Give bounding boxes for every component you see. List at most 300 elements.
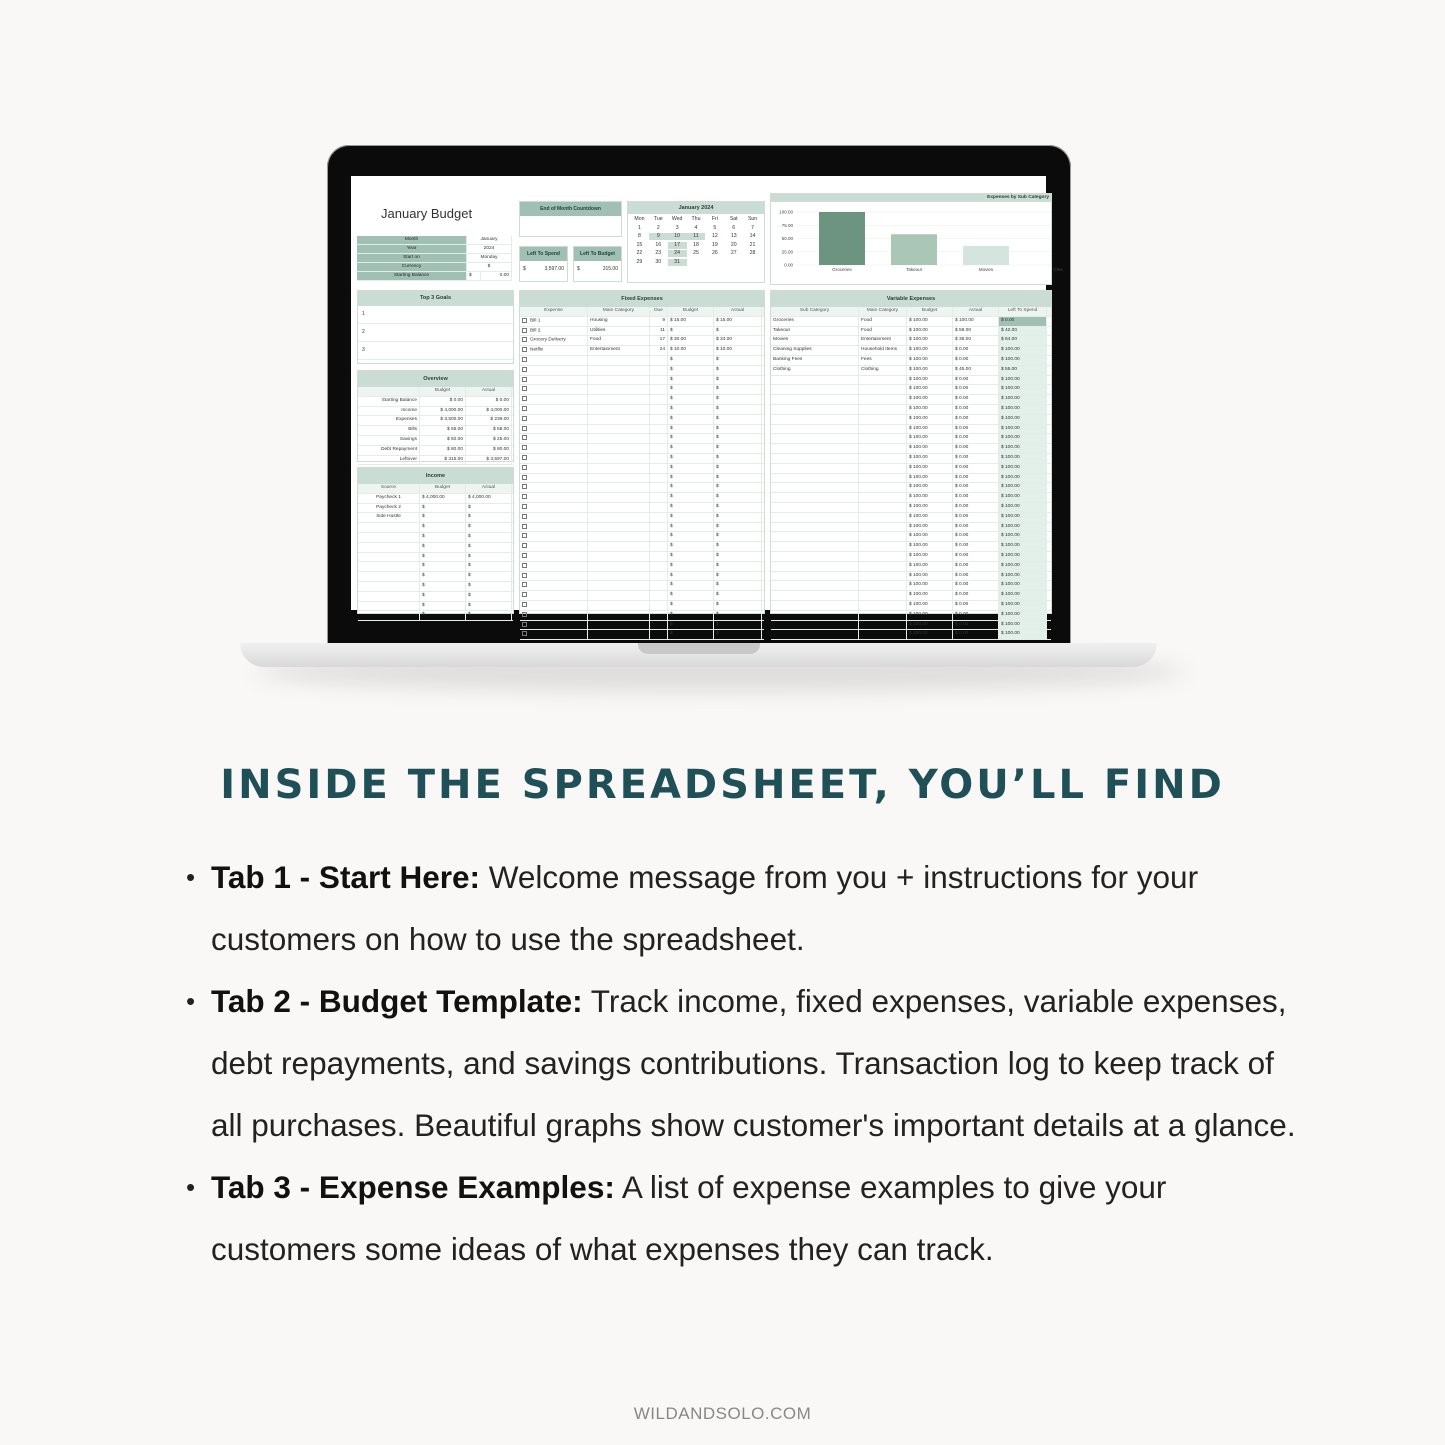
fixed-due <box>650 591 668 600</box>
checkbox[interactable] <box>522 573 527 578</box>
variable-sub-category: Groceries <box>771 317 859 326</box>
fixed-main-category <box>588 483 650 492</box>
income-actual: $ <box>466 533 512 542</box>
goal-item: 3 <box>358 342 513 360</box>
checkbox[interactable] <box>522 357 527 362</box>
fixed-main-category <box>588 621 650 630</box>
fixed-main-category <box>588 464 650 473</box>
column-header: Expense <box>520 307 588 316</box>
expenses-chart <box>770 193 1063 285</box>
checkbox[interactable] <box>522 582 527 587</box>
fixed-due <box>650 552 668 561</box>
checkbox[interactable] <box>522 406 527 411</box>
settings-value: 2024 <box>467 245 512 253</box>
left-to-spend-label: Left To Spend <box>520 247 567 261</box>
fixed-expense-name <box>520 601 588 610</box>
variable-main-category: Clothing <box>859 366 907 375</box>
fixed-main-category <box>588 493 650 502</box>
calendar-date[interactable]: 12 <box>711 233 718 240</box>
checkbox[interactable] <box>522 455 527 460</box>
fixed-expense-name <box>520 532 588 541</box>
section-heading: INSIDE THE SPREADSHEET, YOU’LL FIND <box>220 762 1225 808</box>
variable-left-to-spend: $ 100.00 <box>999 572 1047 581</box>
overview-row <box>358 416 513 426</box>
variable-budget: $ 100.00 <box>907 434 953 443</box>
fixed-main-category <box>588 444 650 453</box>
income-source <box>358 553 420 562</box>
fixed-due <box>650 611 668 620</box>
calendar-date[interactable]: 7 <box>751 224 755 231</box>
fixed-budget: $ <box>668 542 714 551</box>
calendar-date[interactable]: 6 <box>732 224 736 231</box>
variable-actual: $ 0.00 <box>953 425 999 434</box>
settings-label: Starting Balance <box>357 272 467 280</box>
checkbox[interactable] <box>522 622 527 627</box>
fixed-expense-name: Bill 1 <box>520 317 588 326</box>
settings-table <box>357 236 512 282</box>
variable-main-category <box>859 523 907 532</box>
income-source <box>358 523 420 532</box>
overview-label: Income <box>358 407 420 416</box>
chart-bar <box>891 234 937 265</box>
calendar-date[interactable]: 4 <box>694 224 698 231</box>
fixed-row <box>520 385 764 395</box>
fixed-expense-name <box>520 552 588 561</box>
feature-title: Tab 1 - Start Here: <box>211 859 480 895</box>
fixed-main-category <box>588 523 650 532</box>
variable-main-category <box>859 493 907 502</box>
variable-row <box>771 385 1051 395</box>
variable-main-category <box>859 572 907 581</box>
chart-bar <box>819 212 865 265</box>
variable-left-to-spend: $ 100.00 <box>999 376 1047 385</box>
calendar-date[interactable]: 29 <box>636 258 643 265</box>
calendar-date[interactable]: 19 <box>711 241 718 248</box>
variable-sub-category <box>771 542 859 551</box>
variable-actual: $ 0.00 <box>953 621 999 630</box>
calendar-date[interactable]: 11 <box>687 233 706 240</box>
column-header: Left To Spend <box>999 307 1047 316</box>
fixed-main-category <box>588 532 650 541</box>
calendar-date[interactable]: 9 <box>649 233 668 240</box>
calendar-date[interactable]: 30 <box>655 258 662 265</box>
variable-budget: $ 100.00 <box>907 385 953 394</box>
variable-left-to-spend: $ 100.00 <box>999 513 1047 522</box>
fixed-budget: $ <box>668 434 714 443</box>
fixed-due <box>650 425 668 434</box>
overview-actual: $ 25.00 <box>466 436 512 445</box>
variable-sub-category <box>771 376 859 385</box>
variable-row <box>771 513 1051 523</box>
variable-budget: $ 100.00 <box>907 532 953 541</box>
fixed-main-category <box>588 562 650 571</box>
fixed-row <box>520 405 764 415</box>
fixed-budget: $ <box>668 493 714 502</box>
variable-left-to-spend: $ 100.00 <box>999 581 1047 590</box>
fixed-actual: $ <box>714 483 762 492</box>
income-source <box>358 582 420 591</box>
income-row <box>358 611 513 621</box>
overview-budget: $ 0.00 <box>420 397 466 406</box>
variable-row <box>771 474 1051 484</box>
income-budget: $ <box>420 572 466 581</box>
variable-sub-category <box>771 434 859 443</box>
calendar-date[interactable]: 14 <box>749 233 756 240</box>
variable-budget: $ 100.00 <box>907 444 953 453</box>
variable-budget: $ 100.00 <box>907 572 953 581</box>
income-actual: $ <box>466 523 512 532</box>
variable-sub-category <box>771 523 859 532</box>
variable-sub-category <box>771 415 859 424</box>
feature-description: Track income, fixed expenses, variable expenses, debt repayments, and savings contributions. Transaction log to keep track of all purchases. Beautiful graphs show customer's important details at a glance. <box>211 983 1296 1143</box>
overview-label: Expenses <box>358 416 420 425</box>
fixed-actual: $ <box>714 474 762 483</box>
variable-actual: $ 0.00 <box>953 581 999 590</box>
fixed-expense-name <box>520 444 588 453</box>
variable-left-to-spend: $ 100.00 <box>999 493 1047 502</box>
checkbox[interactable] <box>522 484 527 489</box>
fixed-row <box>520 572 764 582</box>
overview-title: Overview <box>358 371 513 387</box>
calendar-date[interactable]: 21 <box>749 241 756 248</box>
fixed-due <box>650 630 668 639</box>
checkbox[interactable] <box>522 328 527 333</box>
calendar-date[interactable]: 22 <box>636 250 643 257</box>
income-row <box>358 562 513 572</box>
variable-main-category <box>859 562 907 571</box>
variable-sub-category <box>771 425 859 434</box>
fixed-main-category <box>588 425 650 434</box>
currency-symbol: $ <box>577 266 580 272</box>
calendar-date[interactable]: 16 <box>655 241 662 248</box>
checkbox[interactable] <box>522 543 527 548</box>
chart-bar <box>963 246 1009 265</box>
income-budget: $ <box>420 523 466 532</box>
fixed-actual: $ <box>714 581 762 590</box>
overview-actual: $ 239.00 <box>466 416 512 425</box>
left-to-budget-value: 315.00 <box>602 266 618 272</box>
income-row <box>358 572 513 582</box>
variable-row <box>771 572 1051 582</box>
countdown-label: End of Month Countdown <box>520 202 621 216</box>
fixed-actual: $ <box>714 523 762 532</box>
variable-budget: $ 100.00 <box>907 523 953 532</box>
feature-description: Welcome message from you + instructions for your customers on how to use the spreadsheet. <box>211 859 1199 957</box>
calendar-day-header: Mon <box>634 216 645 222</box>
settings-value: $ <box>467 263 512 271</box>
income-row <box>358 553 513 563</box>
variable-sub-category <box>771 601 859 610</box>
checkbox[interactable] <box>522 347 527 352</box>
variable-actual: $ 0.00 <box>953 552 999 561</box>
calendar-date[interactable]: 15 <box>636 241 643 248</box>
income-source <box>358 543 420 552</box>
checkbox[interactable] <box>522 602 527 607</box>
variable-main-category <box>859 630 907 639</box>
fixed-due <box>650 532 668 541</box>
variable-actual: $ 0.00 <box>953 611 999 620</box>
variable-row <box>771 630 1051 640</box>
fixed-expense-name <box>520 425 588 434</box>
fixed-main-category <box>588 601 650 610</box>
fixed-budget: $ 30.00 <box>668 336 714 345</box>
income-row <box>358 543 513 553</box>
fixed-row <box>520 474 764 484</box>
variable-budget: $ 100.00 <box>907 483 953 492</box>
income-actual: $ <box>466 513 512 522</box>
fixed-main-category: Utilities <box>588 327 650 336</box>
fixed-due <box>650 356 668 365</box>
calendar-date[interactable]: 10 <box>668 233 687 240</box>
variable-budget: $ 100.00 <box>907 513 953 522</box>
income-header <box>358 484 513 494</box>
income-budget: $ <box>420 533 466 542</box>
variable-main-category <box>859 513 907 522</box>
checkbox[interactable] <box>522 377 527 382</box>
variable-row <box>771 425 1051 435</box>
variable-main-category <box>859 405 907 414</box>
income-actual: $ <box>466 611 512 620</box>
settings-value: Monday <box>467 254 512 262</box>
checkbox[interactable] <box>522 416 527 421</box>
variable-left-to-spend: $ 100.00 <box>999 425 1047 434</box>
calendar-grid <box>628 214 764 268</box>
fixed-row <box>520 395 764 405</box>
fixed-actual: $ <box>714 405 762 414</box>
fixed-expense-name <box>520 562 588 571</box>
income-row <box>358 533 513 543</box>
checkbox[interactable] <box>522 563 527 568</box>
column-header: Main Category <box>588 307 650 316</box>
checkbox[interactable] <box>522 337 527 342</box>
variable-budget: $ 100.00 <box>907 454 953 463</box>
variable-actual: $ 45.00 <box>953 366 999 375</box>
fixed-expense-name <box>520 621 588 630</box>
fixed-due <box>650 621 668 630</box>
fixed-main-category <box>588 513 650 522</box>
column-header: Budget <box>420 387 466 396</box>
fixed-expense-name: Bill 2 <box>520 327 588 336</box>
chart-title: Expenses by Sub Category <box>771 194 1051 202</box>
checkbox[interactable] <box>522 386 527 391</box>
chart-x-tick-label: Clea <box>1053 267 1063 272</box>
income-budget: $ <box>420 592 466 601</box>
variable-row <box>771 493 1051 503</box>
fixed-actual: $ <box>714 532 762 541</box>
calendar-date[interactable]: 5 <box>713 224 717 231</box>
variable-sub-category <box>771 630 859 639</box>
variable-row <box>771 601 1051 611</box>
variable-expenses-title: Variable Expenses <box>771 291 1051 307</box>
variable-sub-category <box>771 385 859 394</box>
fixed-actual: $ <box>714 376 762 385</box>
calendar-date[interactable]: 24 <box>668 250 687 257</box>
fixed-budget: $ <box>668 483 714 492</box>
fixed-budget: $ <box>668 621 714 630</box>
column-header: Actual <box>466 484 512 493</box>
checkbox[interactable] <box>522 592 527 597</box>
variable-budget: $ 100.00 <box>907 611 953 620</box>
income-row <box>358 592 513 602</box>
calendar-date[interactable]: 3 <box>675 224 679 231</box>
calendar-date[interactable]: 31 <box>668 259 687 266</box>
fixed-expense-name <box>520 415 588 424</box>
variable-actual: $ 0.00 <box>953 591 999 600</box>
fixed-budget: $ <box>668 454 714 463</box>
fixed-actual: $ <box>714 503 762 512</box>
fixed-main-category <box>588 395 650 404</box>
calendar-date[interactable]: 25 <box>693 250 699 257</box>
fixed-expense-name <box>520 474 588 483</box>
variable-left-to-spend: $ 100.00 <box>999 385 1047 394</box>
fixed-actual: $ <box>714 542 762 551</box>
checkbox[interactable] <box>522 426 527 431</box>
fixed-row <box>520 425 764 435</box>
fixed-expense-name <box>520 356 588 365</box>
calendar-date[interactable]: 23 <box>655 250 662 257</box>
calendar-date[interactable]: 18 <box>693 241 699 248</box>
fixed-row <box>520 630 764 640</box>
variable-sub-category <box>771 483 859 492</box>
calendar-day-header: Fri <box>711 216 718 222</box>
calendar-date[interactable]: 28 <box>749 250 756 257</box>
fixed-due <box>650 376 668 385</box>
variable-budget: $ 100.00 <box>907 601 953 610</box>
overview-label: Starting Balance <box>358 397 420 406</box>
fixed-budget: $ <box>668 532 714 541</box>
variable-budget: $ 100.00 <box>907 366 953 375</box>
income-row <box>358 504 513 514</box>
variable-main-category <box>859 474 907 483</box>
currency-symbol: $ <box>523 266 526 272</box>
overview-label: Leftover <box>358 456 420 465</box>
calendar-date[interactable]: 20 <box>730 241 737 248</box>
income-budget: $ <box>420 611 466 620</box>
currency-symbol: $ <box>467 272 481 280</box>
fixed-expense-name <box>520 523 588 532</box>
variable-header <box>771 307 1051 317</box>
variable-left-to-spend: $ 100.00 <box>999 601 1047 610</box>
checkbox[interactable] <box>522 445 527 450</box>
fixed-actual: $ <box>714 464 762 473</box>
variable-row <box>771 581 1051 591</box>
variable-actual: $ 0.00 <box>953 415 999 424</box>
goals-table <box>357 290 514 364</box>
checkbox[interactable] <box>522 514 527 519</box>
fixed-main-category: Entertainment <box>588 346 650 355</box>
fixed-budget: $ <box>668 425 714 434</box>
checkbox[interactable] <box>522 465 527 470</box>
variable-main-category: Food <box>859 327 907 336</box>
variable-row <box>771 415 1051 425</box>
overview-budget: $ 4,000.00 <box>420 407 466 416</box>
checkbox[interactable] <box>522 504 527 509</box>
variable-actual: $ 0.00 <box>953 474 999 483</box>
fixed-expense-name <box>520 405 588 414</box>
variable-main-category <box>859 395 907 404</box>
variable-budget: $ 100.00 <box>907 474 953 483</box>
calendar-date[interactable]: 8 <box>637 233 641 240</box>
checkbox[interactable] <box>522 612 527 617</box>
variable-main-category <box>859 503 907 512</box>
checkbox[interactable] <box>522 494 527 499</box>
fixed-expense-name <box>520 366 588 375</box>
overview-budget: $ 55.00 <box>420 426 466 435</box>
variable-left-to-spend: $ 100.00 <box>999 503 1047 512</box>
calendar-date[interactable]: 13 <box>730 233 737 240</box>
calendar-day-header: Thu <box>691 216 701 222</box>
income-actual: $ <box>466 602 512 611</box>
calendar-date[interactable]: 26 <box>711 250 718 257</box>
checkbox[interactable] <box>522 524 527 529</box>
goals-title: Top 3 Goals <box>358 291 513 306</box>
calendar <box>627 201 765 283</box>
fixed-actual: $ 34.00 <box>714 336 762 345</box>
fixed-due: 17 <box>650 336 668 345</box>
variable-budget: $ 100.00 <box>907 630 953 639</box>
checkbox[interactable] <box>522 396 527 401</box>
fixed-actual: $ <box>714 552 762 561</box>
calendar-date[interactable]: 17 <box>668 242 687 249</box>
variable-main-category <box>859 385 907 394</box>
feature-item-tab-2 <box>186 970 1296 1156</box>
variable-sub-category <box>771 581 859 590</box>
fixed-row <box>520 415 764 425</box>
variable-main-category <box>859 425 907 434</box>
variable-actual: $ 36.00 <box>953 336 999 345</box>
variable-sub-category <box>771 474 859 483</box>
checkbox[interactable] <box>522 553 527 558</box>
variable-left-to-spend: $ 100.00 <box>999 434 1047 443</box>
fixed-actual: $ <box>714 513 762 522</box>
variable-budget: $ 100.00 <box>907 376 953 385</box>
fixed-budget: $ 15.00 <box>668 317 714 326</box>
variable-main-category: Household Items <box>859 346 907 355</box>
calendar-date[interactable]: 1 <box>637 224 641 231</box>
fixed-budget: $ <box>668 356 714 365</box>
variable-actual: $ 0.00 <box>953 395 999 404</box>
income-budget: $ <box>420 513 466 522</box>
variable-actual: $ 0.00 <box>953 630 999 639</box>
checkbox[interactable] <box>522 435 527 440</box>
checkbox[interactable] <box>522 475 527 480</box>
checkbox[interactable] <box>522 631 527 636</box>
fixed-main-category <box>588 474 650 483</box>
fixed-row <box>520 513 764 523</box>
calendar-day-header: Sat <box>729 216 738 222</box>
income-actual: $ <box>466 572 512 581</box>
variable-actual: $ 0.00 <box>953 542 999 551</box>
income-source <box>358 572 420 581</box>
calendar-date[interactable]: 27 <box>730 250 737 257</box>
income-source <box>358 611 420 620</box>
income-source <box>358 533 420 542</box>
checkbox[interactable] <box>522 367 527 372</box>
fixed-expense-name <box>520 464 588 473</box>
footer-website: WILDANDSOLO.COM <box>633 1404 812 1423</box>
feature-title: Tab 3 - Expense Examples: <box>211 1169 615 1205</box>
calendar-date[interactable]: 2 <box>656 224 660 231</box>
fixed-row <box>520 434 764 444</box>
variable-sub-category <box>771 621 859 630</box>
income-actual: $ <box>466 553 512 562</box>
checkbox[interactable] <box>522 533 527 538</box>
variable-left-to-spend: $ 100.00 <box>999 346 1047 355</box>
variable-row <box>771 336 1051 346</box>
checkbox[interactable] <box>522 318 527 323</box>
fixed-due <box>650 572 668 581</box>
settings-label: Month <box>357 236 467 244</box>
